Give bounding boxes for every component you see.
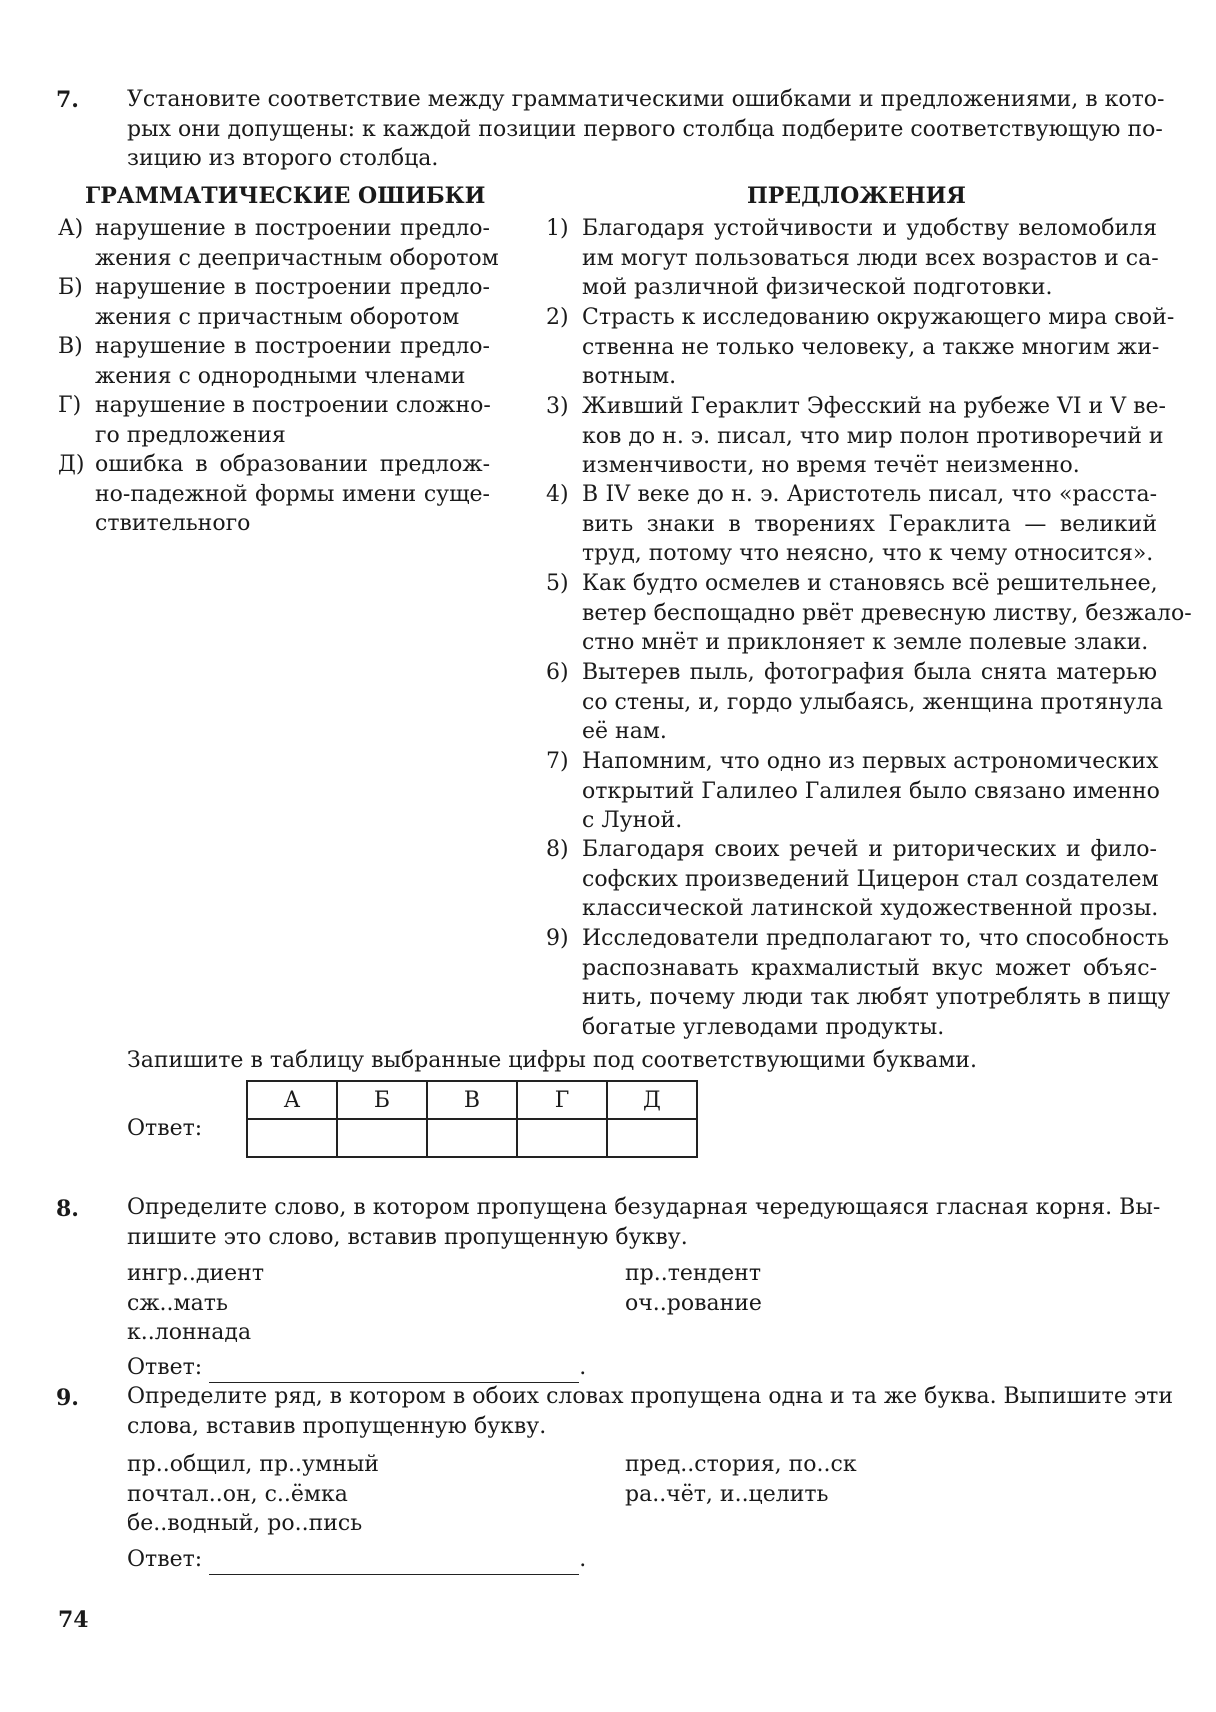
task-8-intro bbox=[127, 1193, 1161, 1252]
item-line: Напомним, что одно из первых астрономических bbox=[582, 749, 1159, 774]
item-line: нарушение в построении предло- bbox=[95, 275, 490, 300]
error-item-g bbox=[58, 391, 490, 450]
answer-table-letter: Б bbox=[337, 1081, 427, 1119]
answer-table-letter: Г bbox=[517, 1081, 607, 1119]
errors-column-header: ГРАММАТИЧЕСКИЕ ОШИБКИ bbox=[85, 183, 486, 209]
intro-line: рых они допущены: к каждой позиции первого столбца подберите соответствующую по- bbox=[127, 116, 1163, 142]
item-line: ветер беспощадно рвёт древесную листву, безжало- bbox=[582, 600, 1192, 626]
item-marker: 9) bbox=[546, 926, 569, 951]
answer-table-header-row bbox=[247, 1081, 697, 1119]
word-option: ра..чёт, и..целить bbox=[625, 1481, 829, 1507]
task-7-number: 7. bbox=[56, 87, 79, 113]
answer-label: Ответ: bbox=[127, 1547, 203, 1572]
answer-period: . bbox=[579, 1547, 587, 1572]
item-line: ков до н. э. писал, что мир полон противоречий и bbox=[582, 423, 1164, 449]
item-marker: 6) bbox=[546, 660, 569, 685]
task-9-intro bbox=[127, 1382, 1174, 1441]
task-8-answer bbox=[127, 1353, 586, 1383]
item-line: труд, потому что неясно, что к чему относится». bbox=[582, 541, 1154, 566]
item-line: открытий Галилео Галилея было связано именно bbox=[582, 778, 1160, 804]
word-option: пр..общил, пр..умный bbox=[127, 1452, 379, 1477]
answer-cell-g[interactable] bbox=[517, 1119, 607, 1157]
word-option: оч..рование bbox=[625, 1290, 762, 1316]
answer-cell-a[interactable] bbox=[247, 1119, 337, 1157]
word-option: пр..тендент bbox=[625, 1261, 761, 1286]
item-marker: 1) bbox=[546, 216, 569, 241]
answer-cell-v[interactable] bbox=[427, 1119, 517, 1157]
item-line: изменчивости, но время течёт неизменно. bbox=[582, 453, 1080, 478]
item-marker: Г) bbox=[58, 393, 82, 418]
task-9-number: 9. bbox=[56, 1385, 79, 1411]
item-line: Как будто осмелев и становясь всё решительнее, bbox=[582, 571, 1158, 596]
item-line: вить знаки в творениях Гераклита — великий bbox=[582, 511, 1157, 537]
answer-label: Ответ: bbox=[127, 1355, 203, 1380]
item-line: софских произведений Цицерон стал создателем bbox=[582, 866, 1159, 892]
item-line: жения с однородными членами bbox=[95, 363, 466, 389]
task-8-words-left bbox=[127, 1259, 264, 1348]
item-marker: 4) bbox=[546, 482, 569, 507]
word-option: бе..водный, ро..пись bbox=[127, 1511, 363, 1536]
answer-table-letter: В bbox=[427, 1081, 517, 1119]
answer-cell-d[interactable] bbox=[607, 1119, 697, 1157]
error-item-v bbox=[58, 332, 490, 391]
item-line: нить, почему люди так любят употреблять в пищу bbox=[582, 985, 1171, 1010]
intro-line: Определите слово, в котором пропущена безударная чередующаяся гласная корня. Вы- bbox=[127, 1195, 1161, 1220]
item-line: Вытерев пыль, фотография была снята матерью bbox=[582, 660, 1157, 685]
item-line: жения с деепричастным оборотом bbox=[95, 245, 499, 271]
task-7-intro bbox=[127, 85, 1165, 174]
word-option: пред..стория, по..ск bbox=[625, 1452, 857, 1477]
answer-cell-b[interactable] bbox=[337, 1119, 427, 1157]
answer-table-letter: Д bbox=[607, 1081, 697, 1119]
item-marker: В) bbox=[58, 334, 83, 359]
answer-period: . bbox=[579, 1355, 587, 1380]
item-marker: 5) bbox=[546, 571, 569, 596]
item-line: нарушение в построении предло- bbox=[95, 334, 490, 359]
item-line: им могут пользоваться люди всех возрастов и са- bbox=[582, 245, 1159, 271]
item-line: Благодаря своих речей и риторических и фило- bbox=[582, 837, 1157, 862]
task-9-answer bbox=[127, 1545, 586, 1575]
item-line: распознавать крахмалистый вкус может объяс- bbox=[582, 955, 1157, 981]
task-8-words-right bbox=[625, 1259, 762, 1318]
word-option: сж..мать bbox=[127, 1290, 228, 1316]
answer-line[interactable] bbox=[209, 1552, 579, 1575]
table-instruction: Запишите в таблицу выбранные цифры под соответствующими буквами. bbox=[127, 1048, 977, 1073]
item-marker: 2) bbox=[546, 305, 569, 330]
item-line: Благодаря устойчивости и удобству веломобиля bbox=[582, 216, 1157, 241]
item-marker: Б) bbox=[58, 275, 83, 300]
word-option: почтал..он, с..ёмка bbox=[127, 1481, 348, 1507]
item-line: Исследователи предполагают то, что способность bbox=[582, 926, 1169, 951]
item-line: В IV веке до н. э. Аристотель писал, что «расста- bbox=[582, 482, 1157, 507]
item-marker: 7) bbox=[546, 749, 569, 774]
task-7-answer-label: Ответ: bbox=[127, 1116, 203, 1141]
task-9-words-left bbox=[127, 1450, 379, 1539]
item-line: ошибка в образовании предлож- bbox=[95, 452, 490, 477]
item-line: но-падежной формы имени суще- bbox=[95, 481, 490, 507]
item-line: стно мнёт и приклоняет к земле полевые злаки. bbox=[582, 630, 1149, 655]
item-line: богатые углеводами продукты. bbox=[582, 1014, 945, 1040]
intro-line: Определите ряд, в котором в обоих словах пропущена одна и та же буква. Выпишите эти bbox=[127, 1384, 1174, 1409]
item-line: го предложения bbox=[95, 422, 286, 448]
item-line: ственна не только человеку, а также многим жи- bbox=[582, 334, 1160, 360]
item-line: нарушение в построении предло- bbox=[95, 216, 490, 241]
intro-line: слова, вставив пропущенную букву. bbox=[127, 1413, 547, 1439]
sentences-column-header: ПРЕДЛОЖЕНИЯ bbox=[747, 183, 966, 209]
page-number: 74 bbox=[58, 1607, 89, 1633]
item-marker: 8) bbox=[546, 837, 569, 862]
item-line: вотным. bbox=[582, 364, 677, 389]
intro-line: Установите соответствие между грамматическими ошибками и предложениями, в кото- bbox=[127, 87, 1165, 112]
item-line: Живший Гераклит Эфесский на рубеже VI и V ве- bbox=[582, 394, 1166, 419]
error-item-d bbox=[58, 450, 490, 539]
answer-table-input-row bbox=[247, 1119, 697, 1157]
word-option: ингр..диент bbox=[127, 1261, 264, 1286]
item-line: со стены, и, гордо улыбаясь, женщина протянула bbox=[582, 689, 1164, 715]
item-marker: А) bbox=[58, 216, 84, 241]
item-line: ствительного bbox=[95, 511, 251, 536]
item-line: мой различной физической подготовки. bbox=[582, 275, 1053, 300]
task-8-number: 8. bbox=[56, 1196, 79, 1222]
intro-line: пишите это слово, вставив пропущенную букву. bbox=[127, 1224, 688, 1250]
item-marker: 3) bbox=[546, 394, 569, 419]
error-item-b bbox=[58, 273, 490, 332]
error-item-a bbox=[58, 214, 499, 273]
item-line: классической латинской художественной прозы. bbox=[582, 896, 1159, 921]
word-option: к..лоннада bbox=[127, 1320, 252, 1345]
answer-table bbox=[246, 1080, 698, 1158]
item-marker: Д) bbox=[58, 452, 85, 477]
item-line: нарушение в построении сложно- bbox=[95, 393, 491, 418]
item-line: Страсть к исследованию окружающего мира свой- bbox=[582, 305, 1175, 330]
task-9-words-right bbox=[625, 1450, 857, 1509]
item-line: жения с причастным оборотом bbox=[95, 304, 460, 330]
item-line: её нам. bbox=[582, 719, 667, 744]
answer-table-letter: А bbox=[247, 1081, 337, 1119]
item-line: с Луной. bbox=[582, 808, 683, 833]
intro-line: зицию из второго столбца. bbox=[127, 146, 439, 171]
answer-line[interactable] bbox=[209, 1360, 579, 1383]
